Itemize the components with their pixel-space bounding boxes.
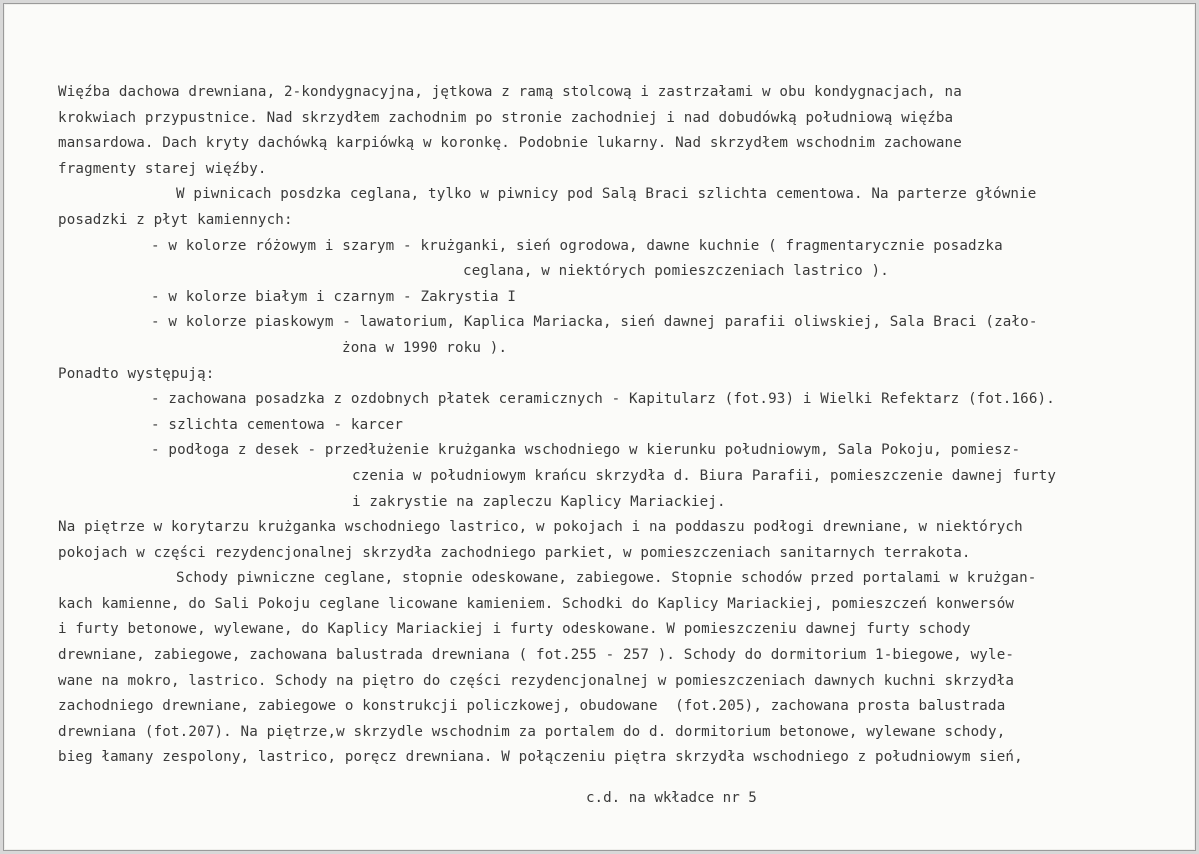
text-line: bieg łamany zespolony, lastrico, poręcz drewniana. W połączeniu piętra skrzydła wschodniego z południowym sień, bbox=[58, 749, 1023, 766]
list-item: - szlichta cementowa - karcer bbox=[151, 416, 404, 433]
list-item: - w kolorze piaskowym - lawatorium, Kaplica Mariacka, sień dawnej parafii oliwskiej, Sala Braci (zało- bbox=[151, 314, 1038, 331]
text-line: posadzki z płyt kamiennych: bbox=[58, 211, 293, 228]
text-line: wane na mokro, lastrico. Schody na piętro do części rezydencjonalnej w pomieszczeniach dawnych kuchni skrzydła bbox=[58, 672, 1015, 689]
text-line: Schody piwniczne ceglane, stopnie odeskowane, zabiegowe. Stopnie schodów przed portalami w krużgan- bbox=[176, 570, 1037, 587]
text-line: krokwiach przypustnice. Nad skrzydłem zachodnim po stronie zachodniej i nad dobudówką południową więźba bbox=[58, 109, 954, 126]
text-line: zachodniego drewniane, zabiegowe o konstrukcji policzkowej, obudowane (fot.205), zachowana prosta balustrada bbox=[58, 698, 1006, 715]
document-page bbox=[3, 3, 1196, 851]
text-line: pokojach w części rezydencjonalnej skrzydła zachodniego parkiet, w pomieszczeniach sanitarnych terrakota. bbox=[58, 544, 971, 561]
list-item-continuation: czenia w południowym krańcu skrzydła d. Biura Parafii, pomieszczenie dawnej furty bbox=[352, 467, 1057, 484]
text-line: kach kamienne, do Sali Pokoju ceglane licowane kamieniem. Schodki do Kaplicy Mariackiej, pomieszczeń konwersów bbox=[58, 595, 1015, 612]
typed-text-block bbox=[58, 80, 1183, 771]
list-item-continuation: żona w 1990 roku ). bbox=[342, 339, 508, 356]
text-line: i furty betonowe, wylewane, do Kaplicy Mariackiej i furty odeskowane. W pomieszczeniu dawnej furty schody bbox=[58, 621, 971, 638]
text-line: Więźba dachowa drewniana, 2-kondygnacyjna, jętkowa z ramą stolcową i zastrzałami w obu kondygnacjach, na bbox=[58, 84, 962, 100]
text-line: fragmenty starej więźby. bbox=[58, 160, 267, 177]
list-item: - w kolorze różowym i szarym - krużganki, sień ogrodowa, dawne kuchnie ( fragmentarycznie posadzka bbox=[151, 237, 1003, 254]
text-line: drewniane, zabiegowe, zachowana balustrada drewniana ( fot.255 - 257 ). Schody do dormitorium 1-biegowe, wyle- bbox=[58, 647, 1015, 664]
continuation-note: c.d. na wkładce nr 5 bbox=[586, 790, 757, 806]
list-item-continuation: i zakrystie na zapleczu Kaplicy Mariackiej. bbox=[352, 493, 726, 510]
text-line: W piwnicach posdzka ceglana, tylko w piwnicy pod Salą Braci szlichta cementowa. Na parterze głównie bbox=[176, 186, 1037, 203]
text-line: drewniana (fot.207). Na piętrze,w skrzydle wschodnim za portalem do d. dormitorium betonowe, wylewane schody, bbox=[58, 723, 1006, 740]
text-line: Na piętrze w korytarzu krużganka wschodniego lastrico, w pokojach i na poddaszu podłogi drewniane, w niektórych bbox=[58, 519, 1023, 536]
text-line: Ponadto występują: bbox=[58, 365, 215, 382]
list-item: - w kolorze białym i czarnym - Zakrystia I bbox=[151, 288, 517, 305]
list-item-continuation: ceglana, w niektórych pomieszczeniach lastrico ). bbox=[463, 263, 889, 280]
list-item: - zachowana posadzka z ozdobnych płatek ceramicznych - Kapitularz (fot.93) i Wielki Refektarz (fot.166). bbox=[151, 391, 1055, 408]
list-item: - podłoga z desek - przedłużenie krużganka wschodniego w kierunku południowym, Sala Pokoju, pomiesz- bbox=[151, 442, 1021, 459]
text-line: mansardowa. Dach kryty dachówką karpiówką w koronkę. Podobnie lukarny. Nad skrzydłem wschodnim zachowane bbox=[58, 135, 962, 152]
